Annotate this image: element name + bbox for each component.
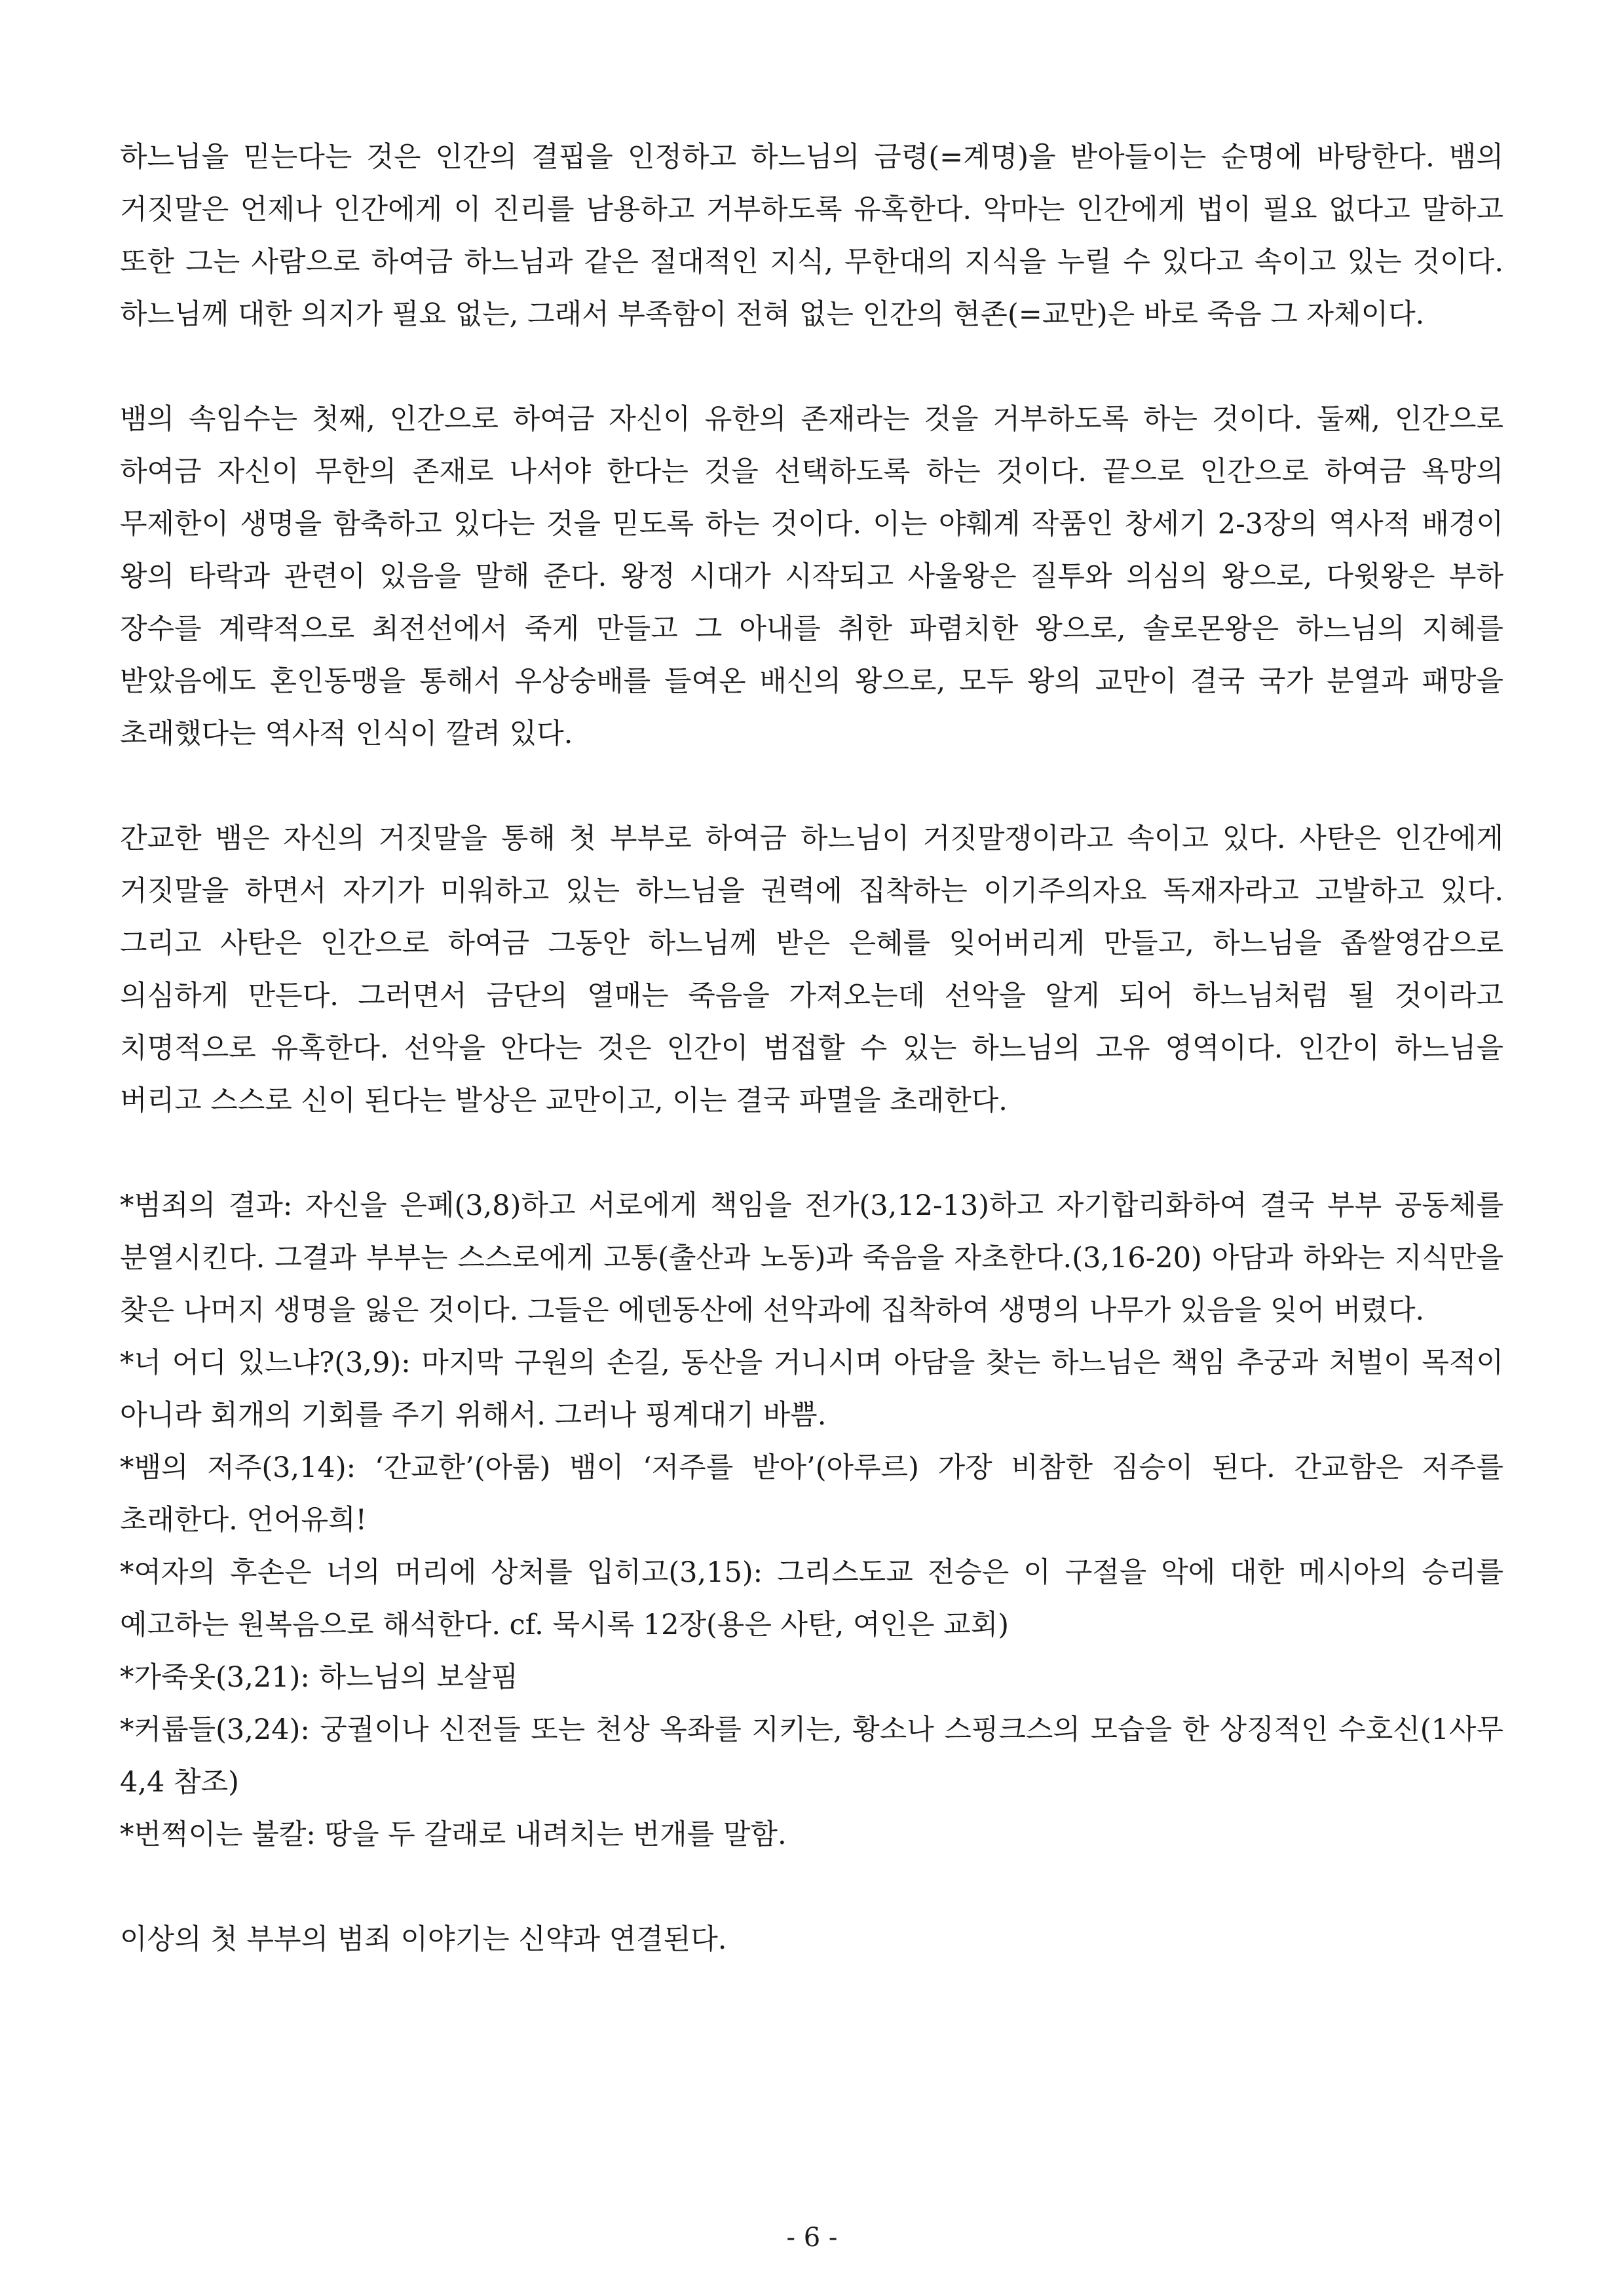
note-garments-of-skin: *가죽옷(3,21): 하느님의 보살핌	[120, 1661, 518, 1694]
paragraph-gap	[120, 1127, 1503, 1179]
page-number: - 6 -	[786, 2223, 838, 2253]
closing-sentence: 이상의 첫 부부의 범죄 이야기는 신약과 연결된다.	[120, 1923, 727, 1956]
paragraph-2: 뱀의 속임수는 첫째, 인간으로 하여금 자신이 유한의 존재라는 것을 거부하도록 하는 것이다. 둘째, 인간으로 하여금 자신이 무한의 존재로 나서야 한다는 것을 선택하도록 하는 것이다. 끝으로 인간으로 하여금 욕망의 무제한이 생명을 함축하고 있다는 것을 믿도록 하는 것이다. 이는 야훼계 작품인 창세기 2-3장의 역사적 배경이 왕의 타락과 관련이 있음을 말해 준다. 왕정 시대가 시작되고 사울왕은 질투와 의심의 왕으로, 다윗왕은 부하 장수를 계략적으로 최전선에서 죽게 만들고 그 아내를 취한 파렴치한 왕으로, 솔로몬왕은 하느님의 지혜를 받았음에도 혼인동맹을 통해서 우상숭배를 들여온 배신의 왕으로, 모두 왕의 교만이 결국 국가 분열과 패망을 초래했다는 역사적 인식이 깔려 있다.	[120, 403, 1503, 750]
paragraph-gap	[120, 760, 1503, 813]
note-where-are-you: *너 어디 있느냐?(3,9): 마지막 구원의 손길, 동산을 거니시며 아담을 찾는 하느님은 책임 추궁과 처벌이 목적이 아니라 회개의 기회를 주기 위해서. 그러나 핑계대기 바쁨.	[120, 1347, 1503, 1432]
notes-list	[120, 1179, 1503, 1861]
note-crime-result: *범죄의 결과: 자신을 은폐(3,8)하고 서로에게 책임을 전가(3,12-13)하고 자기합리화하여 결국 부부 공동체를 분열시킨다. 그결과 부부는 스스로에게 고통(출산과 노동)과 죽음을 자초한다.(3,16-20) 아담과 하와는 지식만을 찾은 나머지 생명을 잃은 것이다. 그들은 에덴동산에 선악과에 집착하여 생명의 나무가 있음을 잊어 버렸다.	[120, 1189, 1503, 1327]
note-cherubim: *커룹들(3,24): 궁궐이나 신전들 또는 천상 옥좌를 지키는, 황소나 스핑크스의 모습을 한 상징적인 수호신(1사무 4,4 참조)	[120, 1713, 1503, 1799]
note-flaming-sword: *번쩍이는 불칼: 땅을 두 갈래로 내려치는 번개를 말함.	[120, 1818, 787, 1851]
paragraph-gap	[120, 1861, 1503, 1913]
paragraph-gap	[120, 341, 1503, 393]
page-content	[120, 131, 1503, 1966]
paragraph-3: 간교한 뱀은 자신의 거짓말을 통해 첫 부부로 하여금 하느님이 거짓말쟁이라고 속이고 있다. 사탄은 인간에게 거짓말을 하면서 자기가 미워하고 있는 하느님을 권력에 집착하는 이기주의자요 독재자라고 고발하고 있다. 그리고 사탄은 인간으로 하여금 그동안 하느님께 받은 은혜를 잊어버리게 만들고, 하느님을 좁쌀영감으로 의심하게 만든다. 그러면서 금단의 열매는 죽음을 가져오는데 선악을 알게 되어 하느님처럼 될 것이라고 치명적으로 유혹한다. 선악을 안다는 것은 인간이 범접할 수 있는 하느님의 고유 영역이다. 인간이 하느님을 버리고 스스로 신이 된다는 발상은 교만이고, 이는 결국 파멸을 초래한다.	[120, 822, 1503, 1117]
note-protoevangelium: *여자의 후손은 너의 머리에 상처를 입히고(3,15): 그리스도교 전승은 이 구절을 악에 대한 메시아의 승리를 예고하는 원복음으로 해석한다. cf. 묵시록 12장(용은 사탄, 여인은 교회)	[120, 1556, 1503, 1641]
paragraph-1: 하느님을 믿는다는 것은 인간의 결핍을 인정하고 하느님의 금령(=계명)을 받아들이는 순명에 바탕한다. 뱀의 거짓말은 언제나 인간에게 이 진리를 남용하고 거부하도록 유혹한다. 악마는 인간에게 법이 필요 없다고 말하고 또한 그는 사람으로 하여금 하느님과 같은 절대적인 지식, 무한대의 지식을 누릴 수 있다고 속이고 있는 것이다. 하느님께 대한 의지가 필요 없는, 그래서 부족함이 전혀 없는 인간의 현존(=교만)은 바로 죽음 그 자체이다.	[120, 141, 1503, 331]
note-serpent-curse: *뱀의 저주(3,14): ‘간교한’(아룸) 뱀이 ‘저주를 받아’(아루르) 가장 비참한 짐승이 된다. 간교함은 저주를 초래한다. 언어유희!	[120, 1451, 1503, 1537]
